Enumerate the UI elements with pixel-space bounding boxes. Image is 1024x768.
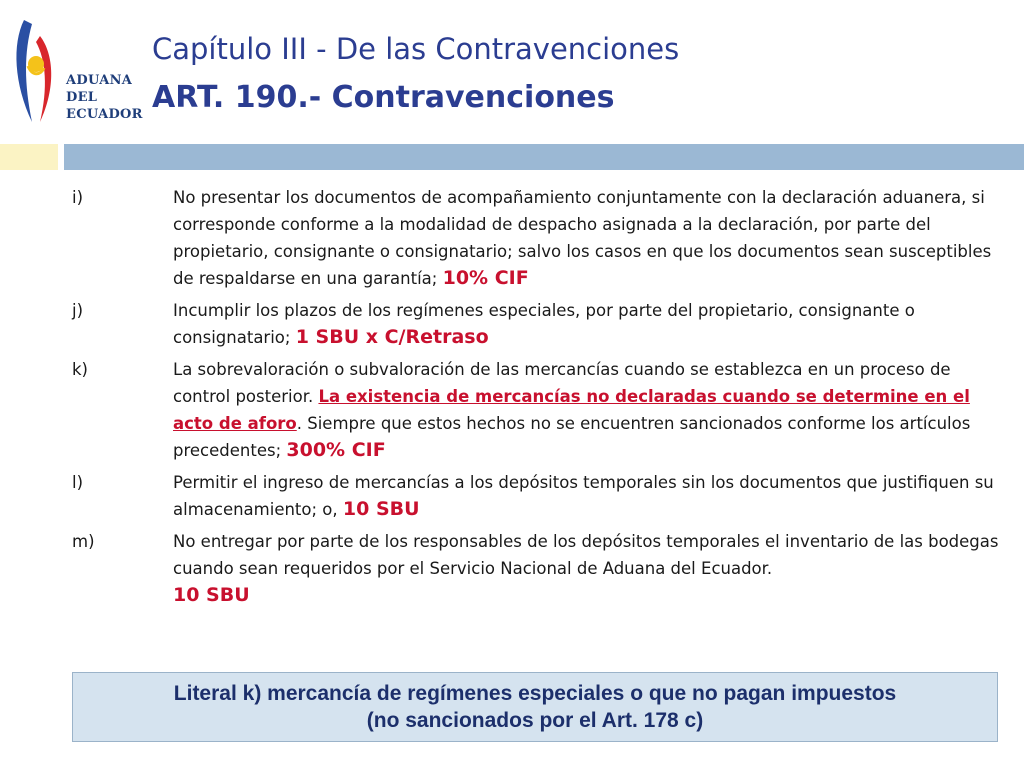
accent-bar-blue: [64, 144, 1024, 170]
item-letter: i): [72, 188, 84, 207]
item-letter: k): [72, 360, 88, 379]
penalty-amount: 10 SBU: [342, 498, 420, 520]
logo-text: [66, 72, 143, 123]
chapter-title: Capítulo III - De las Contravenciones: [152, 32, 680, 66]
penalty-amount: 10% CIF: [442, 267, 529, 289]
item-body: Incumplir los plazos de los regímenes especiales, por parte del propietario, consignante o consignatario;: [173, 301, 915, 347]
item-letter: l): [72, 473, 84, 492]
article-title: ART. 190.- Contravenciones: [152, 80, 615, 115]
note-line-1: Literal k) mercancía de regímenes especiales o que no pagan impuestos: [173, 682, 897, 705]
item-text: [173, 184, 1012, 292]
list-item-m: [72, 528, 1012, 609]
list-item-l: [72, 469, 1012, 523]
logo-line-1: ADUANA: [66, 73, 133, 88]
item-body: No entregar por parte de los responsables de los depósitos temporales el inventario de las bodegas cuando sean requeridos por el Servicio Nacional de Aduana del Ecuador.: [173, 532, 999, 578]
list-item-i: [72, 184, 1012, 292]
item-text: [173, 528, 1012, 609]
accent-bar-yellow: [0, 144, 58, 170]
item-body-continued: . Siempre que estos hechos no se encuentren sancionados conforme los artículos precedentes;: [173, 414, 971, 460]
item-letter: j): [72, 301, 84, 320]
aduana-emblem-icon: [10, 14, 70, 132]
contravention-list: [72, 184, 1012, 609]
item-text: [173, 469, 1012, 523]
logo-line-3: ECUADOR: [66, 107, 143, 122]
item-letter: m): [72, 532, 95, 551]
list-item-j: [72, 297, 1012, 351]
logo-line-2: DEL: [66, 90, 98, 105]
penalty-amount: 300% CIF: [286, 439, 386, 461]
aduana-logo: [10, 14, 143, 132]
penalty-amount: 1 SBU x C/Retraso: [295, 326, 489, 348]
note-line-2: (no sancionados por el Art. 178 c): [366, 709, 704, 732]
note-text: [174, 680, 896, 734]
note-box: [72, 672, 998, 742]
item-body: Permitir el ingreso de mercancías a los depósitos temporales sin los documentos que justifiquen su almacenamiento; o,: [173, 473, 994, 519]
item-text: [173, 356, 1012, 464]
penalty-amount: 10 SBU: [173, 584, 250, 606]
list-item-k: [72, 356, 1012, 464]
item-text: [173, 297, 1012, 351]
item-body: La sobrevaloración o subvaloración de las mercancías cuando se establezca en un proceso de control posterior.: [173, 360, 951, 406]
item-body: No presentar los documentos de acompañamiento conjuntamente con la declaración aduanera, si corresponde conforme a la modalidad de despacho asignada a la declaración, por parte del propietario, consignante o consignatario; salvo los casos en que los documentos sean susceptibles de respaldarse en una garantía;: [173, 188, 992, 288]
highlighted-clause: La existencia de mercancías no declaradas cuando se determine en el acto de aforo: [173, 387, 970, 433]
